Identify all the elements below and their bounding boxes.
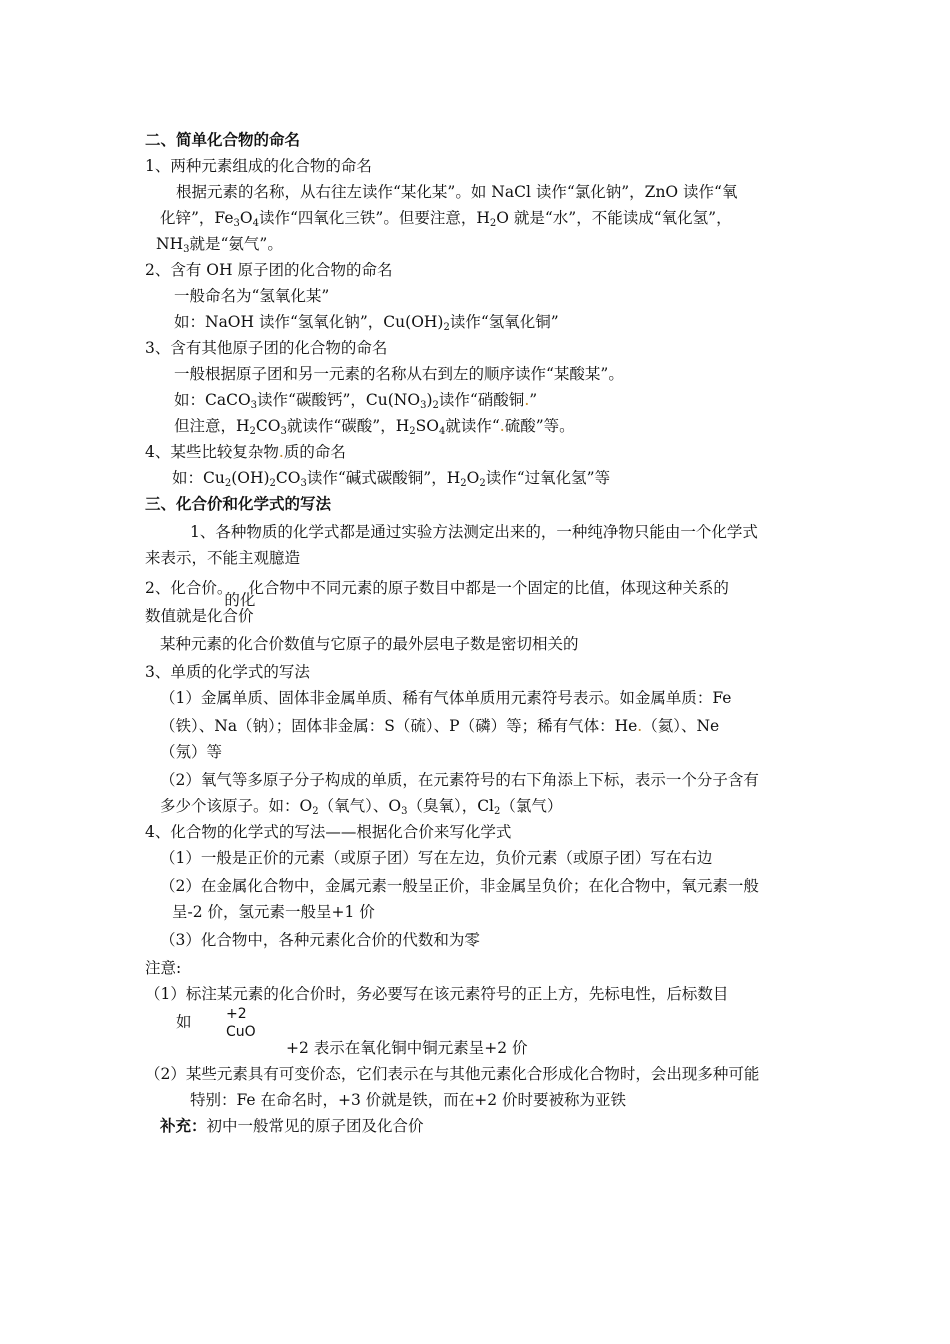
subscript: 2	[409, 426, 416, 437]
s3-3-line4: （2）氧气等多原子分子构成的单质，在元素符号的右下角添上下标，表示一个分子含有	[160, 771, 759, 789]
s3-4-line4: （3）化合物中，各种元素化合价的代数和为零	[160, 931, 480, 949]
text: （氯气）	[500, 797, 563, 815]
text: O 就是“水”，不能读成“氧化氢”，	[496, 209, 732, 227]
text: 如：NaOH 读作“氢氧化钠”，Cu(OH)	[174, 313, 444, 331]
subscript: 2	[269, 478, 276, 489]
edit-mark: .	[499, 417, 505, 435]
text: O	[466, 469, 480, 487]
edit-mark: .	[637, 717, 643, 735]
text: CO	[255, 417, 281, 435]
supplement-line	[160, 1116, 424, 1136]
s2-3-line1: 一般根据原子团和另一元素的名称从右到左的顺序读作“某酸某”。	[174, 365, 624, 383]
edit-mark: .	[524, 391, 530, 409]
s2-4-line1	[172, 468, 610, 494]
note-2: （2）某些元素具有可变价态，它们表示在与其他元素化合形成化合物时，会出现多种可能	[145, 1065, 760, 1083]
text: ”	[529, 391, 538, 409]
text: 读作“四氧化三铁”。但要注意，H	[258, 209, 490, 227]
text: 2、化合价。	[145, 579, 233, 597]
s3-3-line3: （氖）等	[160, 743, 223, 761]
text: 就读作“碳酸”，H	[286, 417, 410, 435]
text: CO	[275, 469, 301, 487]
text: SO	[415, 417, 439, 435]
subscript: 2	[224, 478, 232, 489]
s2-2-line2	[174, 312, 559, 338]
text: 读作“硝酸铜	[438, 391, 525, 409]
text: （臭氧），Cl	[407, 797, 495, 815]
text: 质的命名	[283, 443, 346, 461]
text: 读作“氢氧化铜”	[449, 313, 559, 331]
s3-3-line1: （1）金属单质、固体非金属单质、稀有气体单质用元素符号表示。如金属单质：Fe	[160, 689, 732, 707]
s3-3-heading: 3、单质的化学式的写法	[145, 663, 310, 681]
text: O	[239, 209, 253, 227]
subscript: 3	[401, 806, 408, 817]
note-1-explanation: +2 表示在氧化铜中铜元素呈+2 价	[286, 1039, 528, 1057]
s2-1-line2	[160, 208, 732, 234]
subscript: 2	[249, 426, 256, 437]
text: 读作“碳酸钙”，Cu(NO	[257, 391, 421, 409]
s3-3-line2	[160, 716, 719, 736]
note-1-example-label: 如	[176, 1013, 192, 1031]
text: 但注意，H	[174, 417, 250, 435]
s2-2-line1: 一般命名为“氢氧化某”	[174, 287, 330, 305]
subscript: 3	[233, 218, 240, 229]
text: 读作“碱式碳酸铜”，H	[306, 469, 461, 487]
text: (OH)	[231, 469, 270, 487]
s2-1-heading: 1、两种元素组成的化合物的命名	[145, 157, 372, 175]
section-3-title: 三、化合价和化学式的写法	[145, 495, 332, 513]
s2-1-line1: 根据元素的名称，从右往左读作“某化某”。如 NaCl 读作“氯化钠”，ZnO 读作“氧	[176, 183, 738, 201]
text: （氧气）、O	[318, 797, 402, 815]
subscript: 2	[443, 322, 450, 333]
text: 就是“氨气”。	[189, 235, 283, 253]
subscript: 2	[489, 218, 497, 229]
supplement-label: 补充：	[160, 1117, 207, 1135]
subscript: 3	[280, 426, 287, 437]
text: 多少个该原子。如：O	[160, 797, 313, 815]
text: )	[426, 391, 433, 409]
s3-2-line3: 某种元素的化合价数值与它原子的最外层电子数是密切相关的	[160, 635, 579, 653]
subscript: 3	[250, 400, 258, 411]
supplement-text: 初中一般常见的原子团及化合价	[206, 1117, 424, 1135]
s3-4-line2: （2）在金属化合物中，金属元素一般呈正价，非金属呈负价；在化合物中，氧元素一般	[160, 877, 759, 895]
subscript: 2	[312, 806, 319, 817]
subscript: 2	[460, 478, 467, 489]
s3-4-line3: 呈-2 价，氢元素一般呈+1 价	[172, 903, 375, 921]
s2-3-line3	[174, 416, 575, 442]
note-1: （1）标注某元素的化合价时，务必要写在该元素符号的正上方，先标电性，后标数目	[145, 985, 729, 1003]
text: 就读作“	[445, 417, 500, 435]
s2-3-line2	[174, 390, 537, 416]
formula-cuo: CuO	[226, 1024, 256, 1040]
s2-2-heading: 2、含有 OH 原子团的化合物的命名	[145, 261, 393, 279]
subscript: 4	[252, 218, 259, 229]
text: 化合物中不同元素的原子数目中都是一个固定的比值，体现这种关系的	[248, 579, 729, 597]
s3-1-line1: 1、各种物质的化学式都是通过实验方法测定出来的，一种纯净物只能由一个化学式	[190, 523, 758, 541]
text: 4、某些比较复杂物	[145, 443, 279, 461]
valence-mark: +2	[226, 1006, 247, 1022]
note-2-special: 特别：Fe 在命名时，+3 价就是铁，而在+2 价时要被称为亚铁	[190, 1091, 627, 1109]
edit-mark: .	[278, 443, 284, 461]
subscript: 2	[432, 400, 439, 411]
text: 如：CaCO	[174, 391, 251, 409]
subscript: 3	[183, 244, 190, 255]
overlapped-chars: 的化	[224, 591, 256, 609]
text: 如：Cu	[172, 469, 225, 487]
s2-4-heading	[145, 442, 346, 462]
text: （氦）、Ne	[642, 717, 720, 735]
s3-1-line2: 来表示，不能主观臆造	[145, 549, 301, 567]
subscript: 3	[420, 400, 427, 411]
subscript: 2	[494, 806, 501, 817]
s3-4-line1: （1）一般是正价的元素（或原子团）写在左边，负价元素（或原子团）写在右边	[160, 849, 713, 867]
text: 硫酸”等。	[504, 417, 575, 435]
subscript: 2	[479, 478, 486, 489]
s2-3-heading: 3、含有其他原子团的化合物的命名	[145, 339, 388, 357]
s3-2-line2: 数值就是化合价	[145, 607, 254, 625]
text: （铁）、Na（钠）；固体非金属：S（硫）、P（磷）等；稀有气体：He	[160, 717, 638, 735]
text: 化锌”，Fe	[160, 209, 234, 227]
s2-1-line3	[156, 234, 283, 260]
s3-2-line1	[145, 578, 729, 609]
note-heading: 注意:	[145, 959, 182, 977]
text: 读作“过氧化氢”等	[485, 469, 611, 487]
text: NH	[156, 235, 184, 253]
s3-3-line5	[160, 796, 562, 822]
s3-4-heading: 4、化合物的化学式的写法——根据化合价来写化学式	[145, 823, 512, 841]
subscript: 3	[300, 478, 307, 489]
section-2-title: 二、简单化合物的命名	[145, 131, 301, 149]
subscript: 4	[438, 426, 446, 437]
